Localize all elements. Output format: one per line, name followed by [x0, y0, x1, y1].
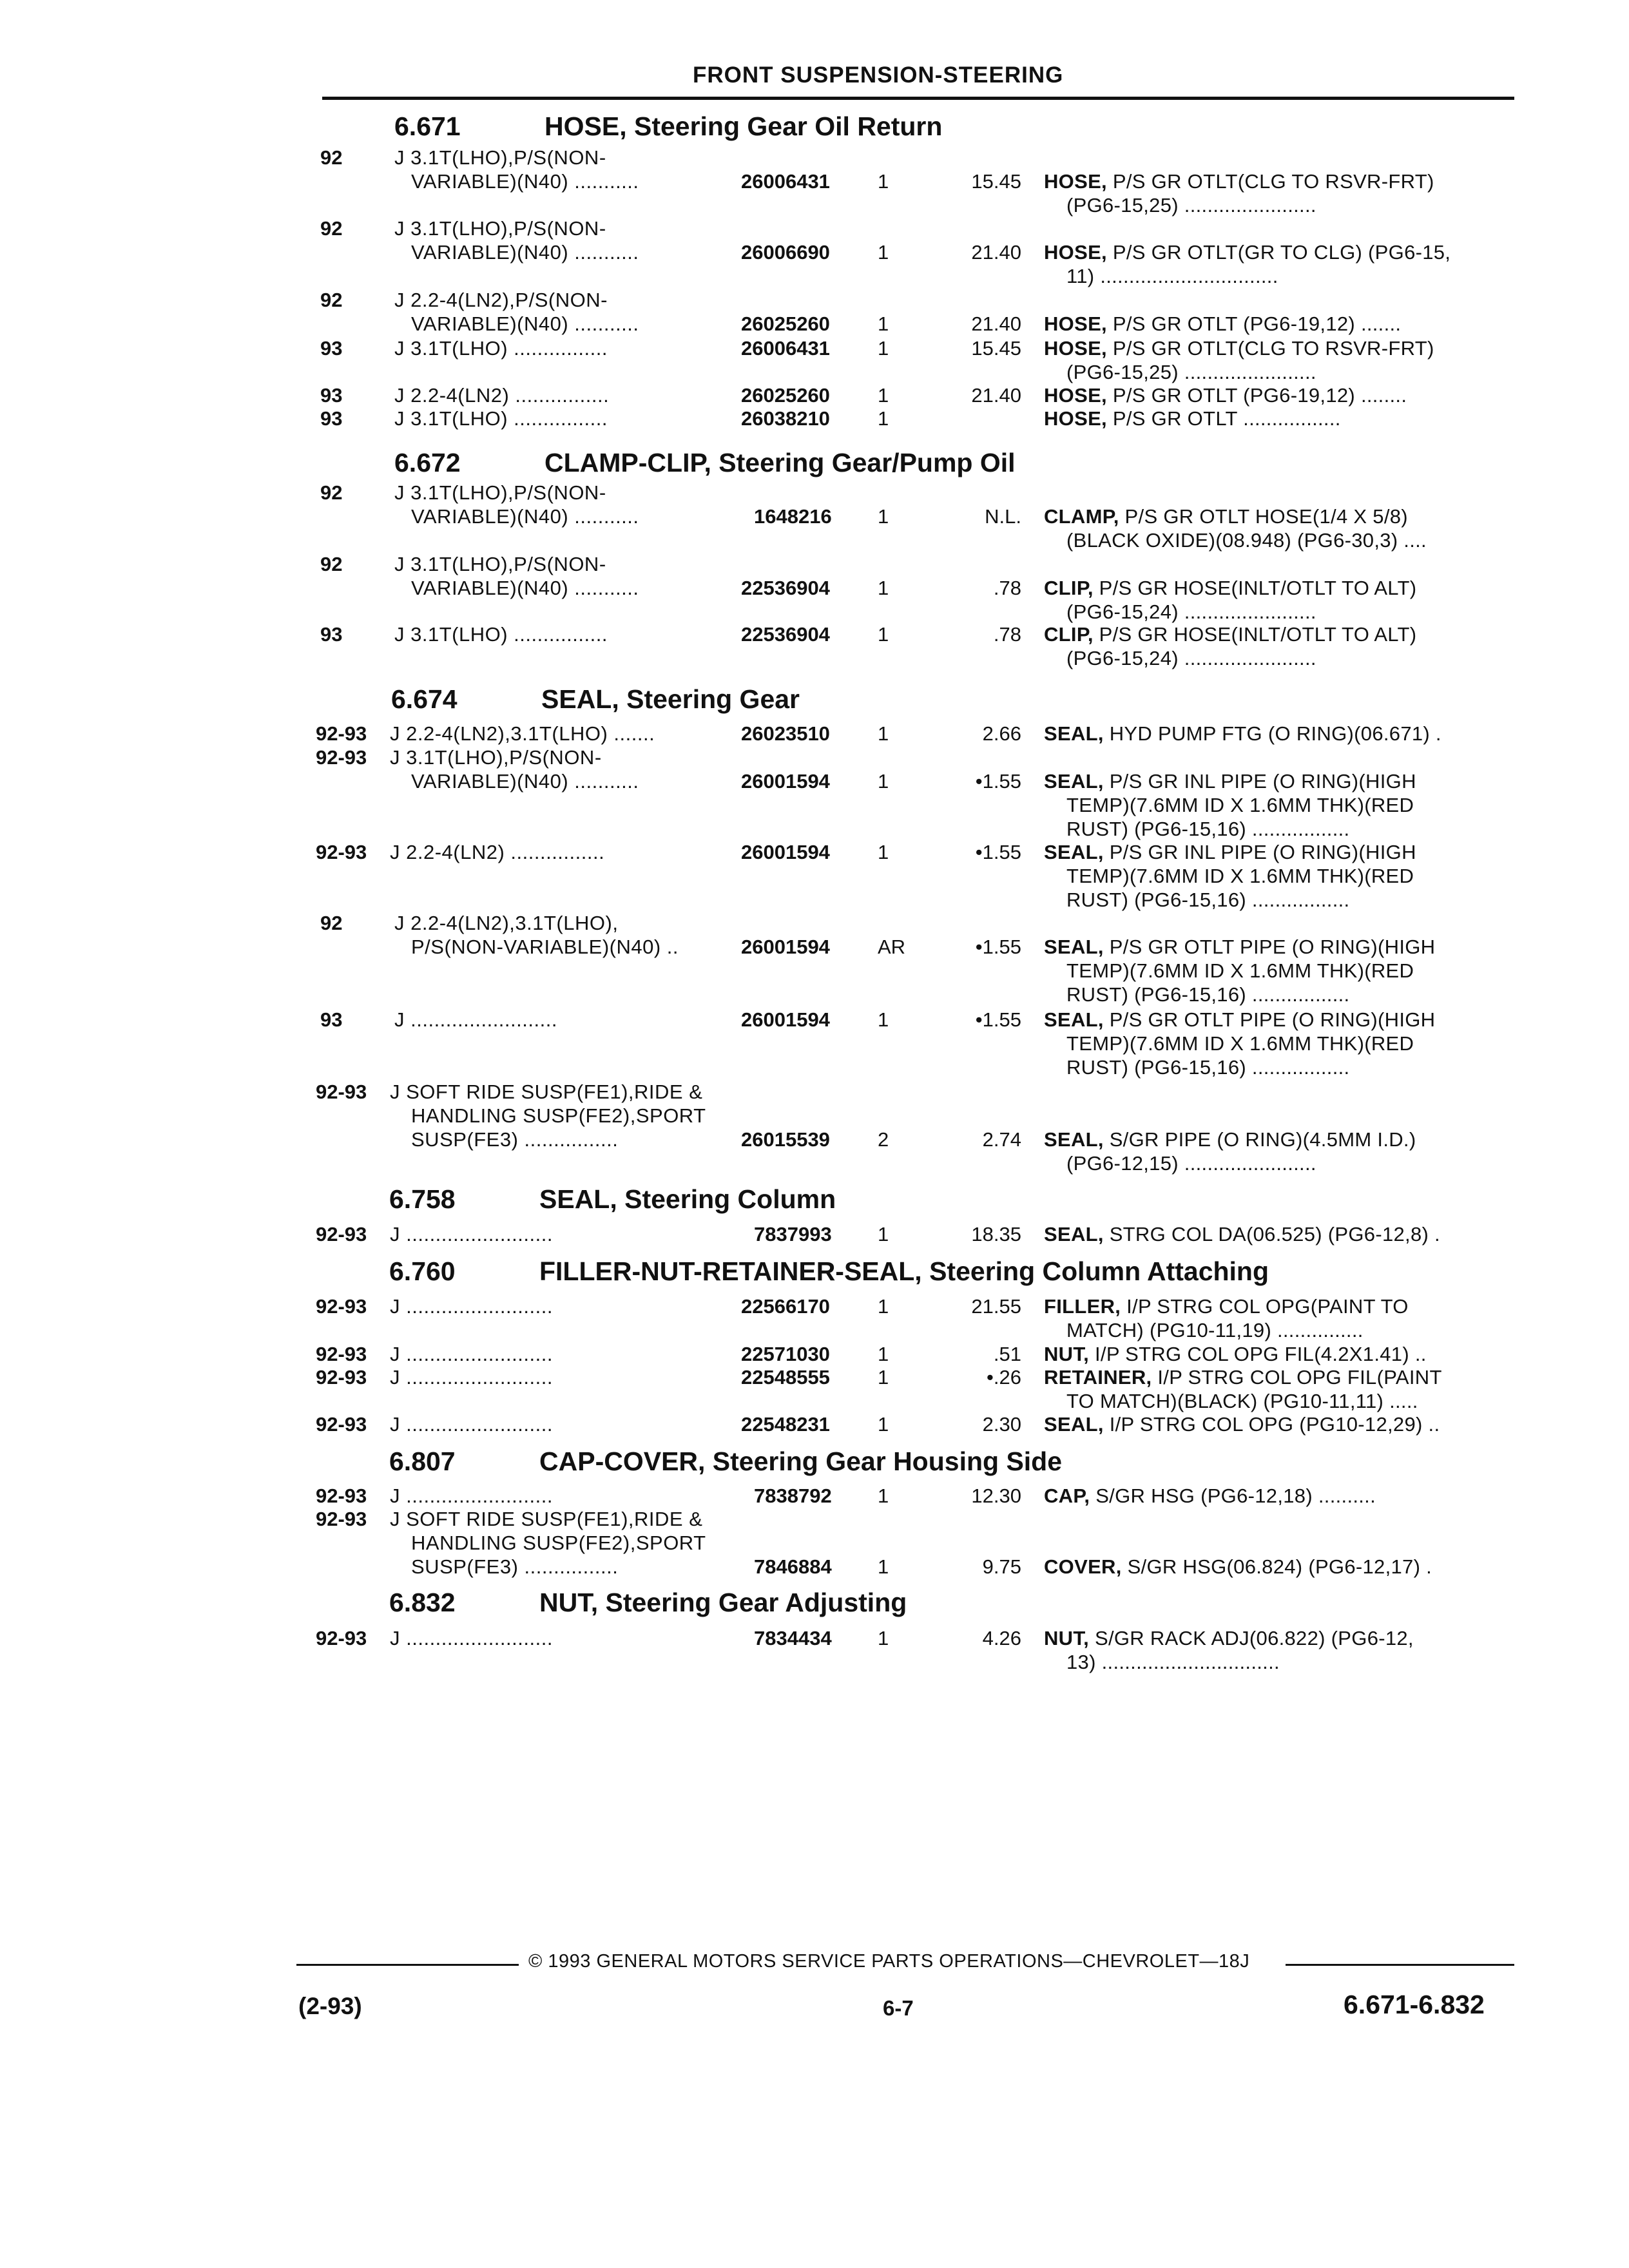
application: J .........................	[390, 1223, 553, 1245]
application: J 2.2-4(LN2) ................	[394, 384, 610, 407]
part-number: 22571030	[741, 1343, 830, 1365]
header-rule	[322, 97, 1514, 100]
description: P/S GR OTLT .................	[1106, 407, 1341, 430]
price: 2.66	[982, 722, 1021, 745]
model-year: 93	[320, 384, 343, 407]
quantity: 1	[878, 623, 889, 646]
part-name: CLAMP,	[1044, 505, 1119, 528]
description: P/S GR OTLT HOSE(1/4 X 5/8)	[1119, 505, 1408, 528]
description: STRG COL DA(06.525) (PG6-12,8) .	[1103, 1223, 1440, 1245]
model-year: 92-93	[316, 1627, 367, 1649]
model-year: 92	[320, 553, 343, 575]
quantity: 1	[878, 1413, 889, 1436]
quantity: 1	[878, 1223, 889, 1245]
application: J .........................	[390, 1366, 553, 1389]
quantity: 1	[878, 170, 889, 193]
application: J 3.1T(LHO),P/S(NON-	[394, 217, 606, 240]
description: TO MATCH)(BLACK) (PG10-11,11) .....	[1066, 1390, 1418, 1412]
part-name: CAP,	[1044, 1485, 1090, 1507]
price: N.L.	[985, 505, 1021, 528]
section-number: 6.672	[394, 448, 461, 477]
section-number: 6.832	[389, 1588, 456, 1617]
description: P/S GR OTLT (PG6-19,12) .......	[1106, 312, 1402, 335]
model-year: 93	[320, 623, 343, 646]
description: I/P STRG COL OPG(PAINT TO	[1121, 1295, 1409, 1318]
description: S/GR PIPE (O RING)(4.5MM I.D.)	[1103, 1128, 1416, 1151]
price: 2.74	[982, 1128, 1021, 1151]
part-number: 26001594	[741, 936, 830, 958]
quantity: 1	[878, 312, 889, 335]
price: 21.40	[971, 384, 1021, 407]
part-name: SEAL,	[1044, 936, 1104, 958]
application: HANDLING SUSP(FE2),SPORT	[411, 1532, 706, 1554]
section-number: 6.674	[391, 684, 458, 714]
section-title: CAP-COVER, Steering Gear Housing Side	[539, 1446, 1063, 1476]
description: I/P STRG COL OPG (PG10-12,29) ..	[1103, 1413, 1440, 1436]
model-year: 92-93	[316, 722, 367, 745]
application: J .........................	[390, 1485, 553, 1507]
description: TEMP)(7.6MM ID X 1.6MM THK)(RED	[1066, 1032, 1414, 1055]
description: MATCH) (PG10-11,19) ...............	[1066, 1319, 1364, 1341]
model-year: 92	[320, 146, 343, 169]
part-name: HOSE,	[1044, 337, 1107, 360]
application: J .........................	[390, 1627, 553, 1649]
description: RUST) (PG6-15,16) .................	[1066, 1056, 1350, 1079]
application: J .........................	[394, 1008, 557, 1031]
application: J 2.2-4(LN2),3.1T(LHO) .......	[390, 722, 655, 745]
price: 21.40	[971, 312, 1021, 335]
quantity: 1	[878, 337, 889, 360]
model-year: 92-93	[316, 746, 367, 769]
part-number: 26001594	[741, 841, 830, 863]
price: 9.75	[982, 1555, 1021, 1578]
part-number: 26038210	[741, 407, 830, 430]
quantity: 1	[878, 1295, 889, 1318]
part-name: HOSE,	[1044, 241, 1107, 264]
price: 21.55	[971, 1295, 1021, 1318]
description: RUST) (PG6-15,16) .................	[1066, 983, 1350, 1006]
application: J 3.1T(LHO),P/S(NON-	[390, 746, 602, 769]
part-number: 22536904	[741, 623, 830, 646]
part-name: HOSE,	[1044, 407, 1107, 430]
section-number: 6.758	[389, 1184, 456, 1214]
description: I/P STRG COL OPG FIL(PAINT	[1152, 1366, 1442, 1389]
description: (PG6-15,24) .......................	[1066, 601, 1316, 623]
part-number: 26001594	[741, 1008, 830, 1031]
application: J 2.2-4(LN2),3.1T(LHO),	[394, 912, 619, 934]
model-year: 92-93	[316, 1295, 367, 1318]
quantity: 1	[878, 770, 889, 793]
price: .51	[993, 1343, 1021, 1365]
quantity: 1	[878, 1366, 889, 1389]
application: VARIABLE)(N40) ...........	[411, 312, 639, 335]
price: .78	[993, 577, 1021, 599]
part-name: SEAL,	[1044, 722, 1104, 745]
description: RUST) (PG6-15,16) .................	[1066, 889, 1350, 911]
description: P/S GR OTLT PIPE (O RING)(HIGH	[1103, 1008, 1436, 1031]
part-name: SEAL,	[1044, 1413, 1104, 1436]
part-name: SEAL,	[1044, 1223, 1104, 1245]
part-number: 7846884	[754, 1555, 832, 1578]
description: (PG6-15,25) .......................	[1066, 361, 1316, 383]
description: P/S GR OTLT(CLG TO RSVR-FRT)	[1106, 170, 1434, 193]
part-number: 22566170	[741, 1295, 830, 1318]
quantity: 1	[878, 505, 889, 528]
part-number: 26006431	[741, 337, 830, 360]
quantity: 2	[878, 1128, 889, 1151]
description: P/S GR INL PIPE (O RING)(HIGH	[1103, 770, 1416, 793]
quantity: AR	[878, 936, 906, 958]
application: SUSP(FE3) ................	[411, 1555, 619, 1578]
application: J 3.1T(LHO),P/S(NON-	[394, 481, 606, 504]
application: SUSP(FE3) ................	[411, 1128, 619, 1151]
application: J 3.1T(LHO),P/S(NON-	[394, 146, 606, 169]
model-year: 93	[320, 337, 343, 360]
application: VARIABLE)(N40) ...........	[411, 505, 639, 528]
model-year: 92-93	[316, 841, 367, 863]
description: (BLACK OXIDE)(08.948) (PG6-30,3) ....	[1066, 529, 1427, 552]
part-name: SEAL,	[1044, 841, 1104, 863]
description: S/GR HSG(06.824) (PG6-12,17) .	[1121, 1555, 1432, 1578]
part-name: SEAL,	[1044, 1128, 1104, 1151]
application: J .........................	[390, 1413, 553, 1436]
description: (PG6-15,24) .......................	[1066, 647, 1316, 669]
footer-rule-right	[1286, 1964, 1514, 1966]
model-year: 92-93	[316, 1508, 367, 1530]
application: VARIABLE)(N40) ...........	[411, 170, 639, 193]
part-name: HOSE,	[1044, 170, 1107, 193]
footer-date: (2-93)	[298, 1993, 362, 2019]
price: 2.30	[982, 1413, 1021, 1436]
model-year: 93	[320, 407, 343, 430]
quantity: 1	[878, 384, 889, 407]
model-year: 92-93	[316, 1366, 367, 1389]
part-name: FILLER,	[1044, 1295, 1121, 1318]
part-name: HOSE,	[1044, 384, 1107, 407]
section-title: SEAL, Steering Gear	[541, 684, 800, 714]
description: P/S GR INL PIPE (O RING)(HIGH	[1103, 841, 1416, 863]
quantity: 1	[878, 1627, 889, 1649]
part-name: NUT,	[1044, 1627, 1090, 1649]
description: P/S GR OTLT(CLG TO RSVR-FRT)	[1106, 337, 1434, 360]
application: HANDLING SUSP(FE2),SPORT	[411, 1104, 706, 1127]
description: S/GR HSG (PG6-12,18) ..........	[1090, 1485, 1376, 1507]
part-number: 26001594	[741, 770, 830, 793]
part-number: 26025260	[741, 384, 830, 407]
description: TEMP)(7.6MM ID X 1.6MM THK)(RED	[1066, 865, 1414, 887]
description: P/S GR OTLT(GR TO CLG) (PG6-15,	[1106, 241, 1451, 264]
part-number: 26015539	[741, 1128, 830, 1151]
section-number: 6.760	[389, 1256, 456, 1286]
application: P/S(NON-VARIABLE)(N40) ..	[411, 936, 679, 958]
part-name: RETAINER,	[1044, 1366, 1152, 1389]
section-title: CLAMP-CLIP, Steering Gear/Pump Oil	[545, 448, 1016, 477]
model-year: 92	[320, 217, 343, 240]
price: 15.45	[971, 337, 1021, 360]
description: TEMP)(7.6MM ID X 1.6MM THK)(RED	[1066, 794, 1414, 816]
page-header-title: FRONT SUSPENSION-STEERING	[693, 62, 1064, 88]
description: (PG6-12,15) .......................	[1066, 1152, 1316, 1175]
description: P/S GR OTLT (PG6-19,12) ........	[1106, 384, 1407, 407]
price: 21.40	[971, 241, 1021, 264]
description: HYD PUMP FTG (O RING)(06.671) .	[1103, 722, 1441, 745]
price: •1.55	[975, 936, 1021, 958]
footer-section-range: 6.671-6.832	[1344, 1990, 1485, 2019]
section-title: HOSE, Steering Gear Oil Return	[545, 111, 943, 141]
description: (PG6-15,25) .......................	[1066, 194, 1316, 216]
quantity: 1	[878, 241, 889, 264]
part-name: SEAL,	[1044, 770, 1104, 793]
part-number: 26025260	[741, 312, 830, 335]
part-number: 7834434	[754, 1627, 832, 1649]
application: J 3.1T(LHO) ................	[394, 337, 608, 360]
application: VARIABLE)(N40) ...........	[411, 770, 639, 793]
quantity: 1	[878, 577, 889, 599]
application: J .........................	[390, 1295, 553, 1318]
part-number: 7838792	[754, 1485, 832, 1507]
section-title: SEAL, Steering Column	[539, 1184, 836, 1214]
application: J 3.1T(LHO) ................	[394, 623, 608, 646]
footer-rule-left	[296, 1964, 519, 1966]
footer-page-number: 6-7	[883, 1996, 914, 2020]
application: J SOFT RIDE SUSP(FE1),RIDE &	[390, 1508, 703, 1530]
description: RUST) (PG6-15,16) .................	[1066, 818, 1350, 840]
model-year: 92-93	[316, 1413, 367, 1436]
section-number: 6.807	[389, 1446, 456, 1476]
application: J 3.1T(LHO),P/S(NON-	[394, 553, 606, 575]
application: J 3.1T(LHO) ................	[394, 407, 608, 430]
application: J 2.2-4(LN2) ................	[390, 841, 605, 863]
model-year: 92-93	[316, 1223, 367, 1245]
footer-copyright: © 1993 GENERAL MOTORS SERVICE PARTS OPERATIONS—CHEVROLET—18J	[528, 1951, 1250, 1972]
price: 4.26	[982, 1627, 1021, 1649]
quantity: 1	[878, 1343, 889, 1365]
quantity: 1	[878, 1485, 889, 1507]
part-number: 22548231	[741, 1413, 830, 1436]
part-number: 26023510	[741, 722, 830, 745]
price: •1.55	[975, 1008, 1021, 1031]
section-title: FILLER-NUT-RETAINER-SEAL, Steering Column Attaching	[539, 1256, 1269, 1286]
application: J .........................	[390, 1343, 553, 1365]
description: 13) ...............................	[1066, 1651, 1280, 1673]
price: •.26	[987, 1366, 1021, 1389]
application: VARIABLE)(N40) ...........	[411, 577, 639, 599]
quantity: 1	[878, 1555, 889, 1578]
model-year: 92	[320, 481, 343, 504]
description: TEMP)(7.6MM ID X 1.6MM THK)(RED	[1066, 959, 1414, 982]
description: P/S GR HOSE(INLT/OTLT TO ALT)	[1093, 577, 1417, 599]
part-name: CLIP,	[1044, 623, 1094, 646]
model-year: 92	[320, 912, 343, 934]
description: P/S GR OTLT PIPE (O RING)(HIGH	[1103, 936, 1436, 958]
part-name: HOSE,	[1044, 312, 1107, 335]
price: .78	[993, 623, 1021, 646]
model-year: 92	[320, 289, 343, 311]
quantity: 1	[878, 1008, 889, 1031]
quantity: 1	[878, 722, 889, 745]
price: 12.30	[971, 1485, 1021, 1507]
price: 18.35	[971, 1223, 1021, 1245]
application: J 2.2-4(LN2),P/S(NON-	[394, 289, 608, 311]
description: 11) ...............................	[1066, 265, 1278, 287]
quantity: 1	[878, 407, 889, 430]
part-name: SEAL,	[1044, 1008, 1104, 1031]
model-year: 92-93	[316, 1081, 367, 1103]
description: P/S GR HOSE(INLT/OTLT TO ALT)	[1093, 623, 1417, 646]
part-number: 22536904	[741, 577, 830, 599]
part-number: 26006431	[741, 170, 830, 193]
part-number: 1648216	[754, 505, 832, 528]
price: •1.55	[975, 770, 1021, 793]
model-year: 92-93	[316, 1343, 367, 1365]
part-name: COVER,	[1044, 1555, 1122, 1578]
application: VARIABLE)(N40) ...........	[411, 241, 639, 264]
description: I/P STRG COL OPG FIL(4.2X1.41) ..	[1089, 1343, 1427, 1365]
model-year: 93	[320, 1008, 343, 1031]
part-number: 22548555	[741, 1366, 830, 1389]
price: •1.55	[975, 841, 1021, 863]
model-year: 92-93	[316, 1485, 367, 1507]
price: 15.45	[971, 170, 1021, 193]
part-number: 26006690	[741, 241, 830, 264]
part-name: CLIP,	[1044, 577, 1094, 599]
description: S/GR RACK ADJ(06.822) (PG6-12,	[1089, 1627, 1414, 1649]
quantity: 1	[878, 841, 889, 863]
part-name: NUT,	[1044, 1343, 1090, 1365]
section-title: NUT, Steering Gear Adjusting	[539, 1588, 907, 1617]
part-number: 7837993	[754, 1223, 832, 1245]
section-number: 6.671	[394, 111, 461, 141]
application: J SOFT RIDE SUSP(FE1),RIDE &	[390, 1081, 703, 1103]
